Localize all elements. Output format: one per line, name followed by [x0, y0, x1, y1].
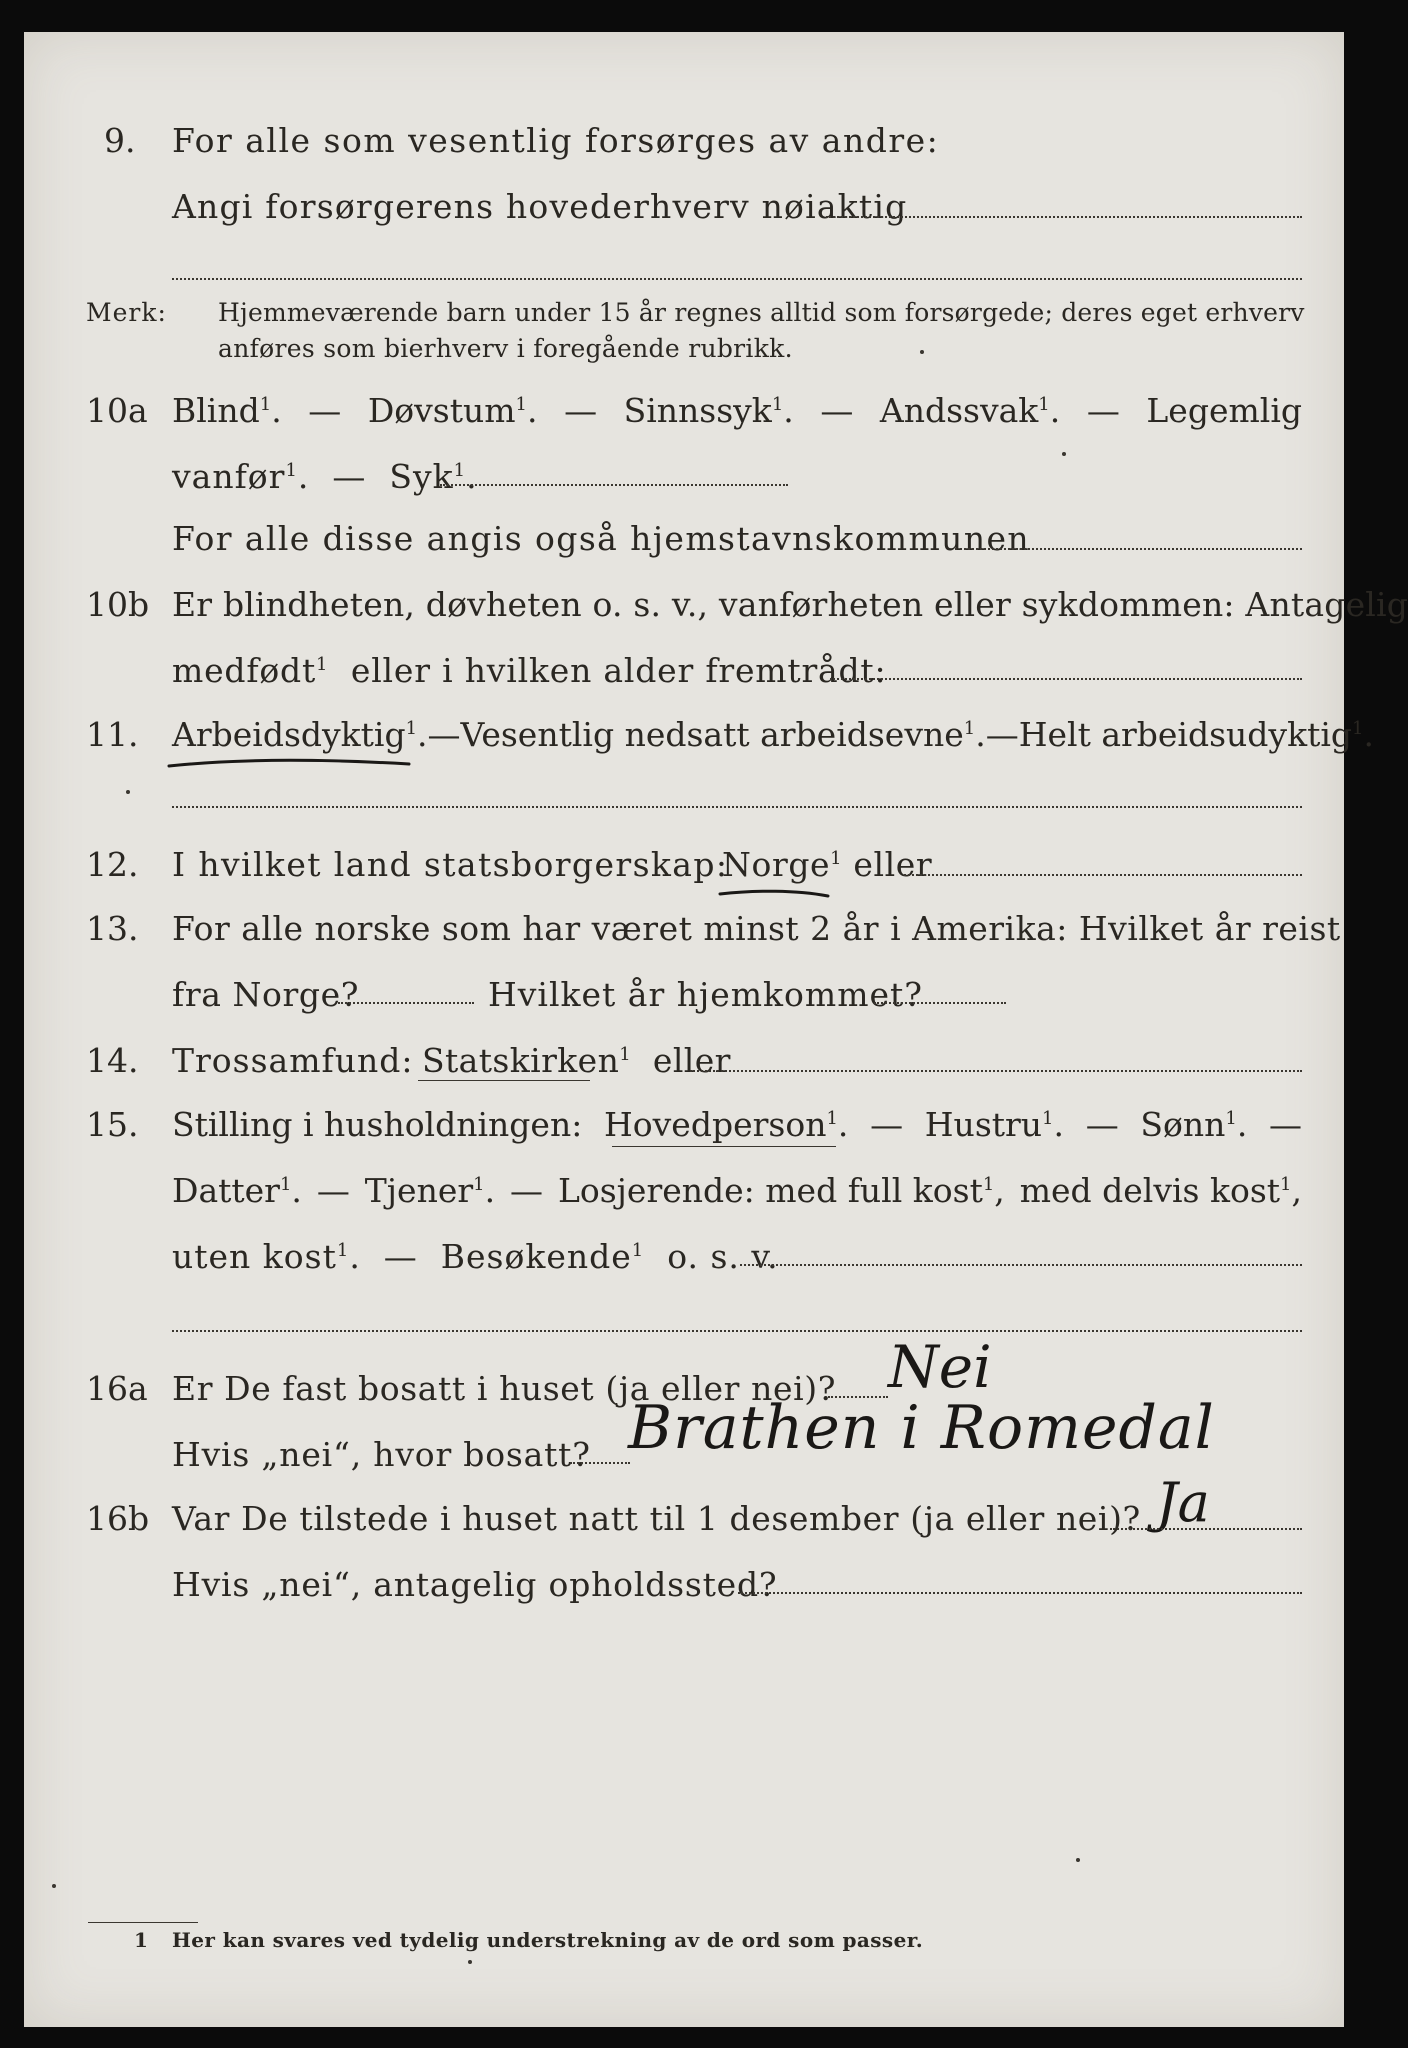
- question-11-line: Arbeidsdyktig$^1$. — Vesentlig nedsatt arbeidsevne$^1$. — Helt arbeidsudyktig$^1$.: [172, 715, 1374, 754]
- option-hustru: Hustru: [924, 1105, 1043, 1144]
- option-uten-kost: uten kost: [172, 1237, 337, 1276]
- question-13-fra-norge: fra Norge?: [172, 975, 360, 1014]
- question-16a-line1: Er De fast bosatt i huset (ja eller nei)?: [172, 1369, 836, 1408]
- paper-speck: [126, 790, 130, 794]
- question-16b-answer-line1: [1110, 1528, 1302, 1530]
- handwritten-answer-bosatt: Brathen i Romedal: [628, 1393, 1215, 1463]
- form-paper: [24, 32, 1374, 2027]
- question-16a-answer-line2: [570, 1462, 630, 1464]
- option-losjerende: Losjerende: med full kost: [557, 1171, 983, 1210]
- question-12-options: Norge$^1$ eller: [722, 845, 933, 884]
- question-10b-answer-line: [830, 678, 1302, 680]
- option-hovedperson: Hovedperson: [604, 1105, 827, 1144]
- paper-speck: [1076, 1858, 1080, 1862]
- question-16b-number: 16b: [86, 1499, 150, 1538]
- question-9-line1: For alle som vesentlig forsørges av andre:: [172, 121, 940, 160]
- paper-speck: [920, 350, 924, 354]
- option-sonn: Sønn: [1140, 1105, 1226, 1144]
- paper-speck: [52, 1884, 56, 1888]
- question-9-number: 9.: [104, 121, 136, 160]
- option-arbeidsdyktig: Arbeidsdyktig: [172, 715, 406, 754]
- question-13-line1: For alle norske som har været minst 2 år i Amerika: Hvilket år reist: [172, 909, 1341, 948]
- option-vanfor: vanfør: [172, 457, 286, 496]
- question-10a-answer-line: [440, 484, 788, 486]
- option-sinnssyk: Sinnssyk: [623, 391, 772, 430]
- footnote-rule: [88, 1922, 198, 1923]
- underline-hovedperson: [612, 1146, 836, 1147]
- underline-arbeidsdyktig: [165, 752, 415, 776]
- option-dovstum: Døvstum: [367, 391, 516, 430]
- question-15-line1: Stilling i husholdningen: Hovedperson$^1$. — Hustru$^1$. — Sønn$^1$. —: [172, 1105, 1302, 1144]
- question-16b-line1: Var De tilstede i huset natt til 1 desember (ja eller nei)?: [172, 1499, 1141, 1538]
- question-13-number: 13.: [86, 909, 139, 948]
- question-10a-number: 10a: [86, 391, 148, 430]
- option-medfodt: medfødt: [172, 651, 317, 690]
- question-15-answer-line: [740, 1264, 1302, 1266]
- question-16b-line2: Hvis „nei“, antagelig opholdssted?: [172, 1565, 778, 1604]
- question-10b-line1: Er blindheten, døvheten o. s. v., vanførheten eller sykdommen: Antagelig: [172, 585, 1408, 624]
- question-12-text: I hvilket land statsborgerskap:: [172, 845, 729, 884]
- option-blind: Blind: [172, 391, 260, 430]
- question-16b-answer-line2: [738, 1592, 1302, 1594]
- option-nedsatt: Vesentlig nedsatt arbeidsevne: [460, 715, 964, 754]
- option-udyktig: Helt arbeidsudyktig: [1018, 715, 1353, 754]
- option-datter: Datter: [172, 1171, 280, 1210]
- question-9-answer-line: [826, 216, 1302, 218]
- question-16a-line2: Hvis „nei“, hvor bosatt?: [172, 1435, 591, 1474]
- question-15-extra-line: [172, 1330, 1302, 1332]
- handwritten-answer-nei: Nei: [888, 1333, 992, 1401]
- question-15-line2: Datter$^1$. — Tjener$^1$. — Losjerende: med full kost$^1$, med delvis kost$^1$,: [172, 1171, 1302, 1210]
- question-10b-number: 10b: [86, 585, 150, 624]
- underline-statskirken: [418, 1080, 590, 1081]
- option-andssvak: Andssvak: [879, 391, 1039, 430]
- question-10a-line1: Blind$^1$. — Døvstum$^1$. — Sinnssyk$^1$. — Andssvak$^1$. — Legemlig: [172, 391, 1302, 430]
- question-15-number: 15.: [86, 1105, 139, 1144]
- question-13-fra-line: [338, 1002, 474, 1004]
- question-14-options: Statskirken$^1$ eller: [422, 1041, 731, 1080]
- question-15-stilling: Stilling i husholdningen:: [172, 1105, 583, 1144]
- note-line2: anføres som bierhverv i foregående rubrikk.: [218, 334, 793, 363]
- question-15-line3: uten kost$^1$. — Besøkende$^1$ o. s. v.: [172, 1237, 779, 1276]
- question-13-hjem-line: [874, 1002, 1006, 1004]
- underline-norge: [716, 882, 832, 904]
- paper-speck: [468, 1960, 472, 1964]
- question-14-number: 14.: [86, 1041, 139, 1080]
- question-11-number: 11.: [86, 715, 139, 754]
- question-10b-line2: medfødt$^1$ eller i hvilken alder fremtrådt:: [172, 651, 887, 690]
- option-delvis-kost: med delvis kost: [1019, 1171, 1281, 1210]
- option-legemlig: Legemlig: [1146, 391, 1302, 430]
- question-10a-hjemstavn-line: [955, 548, 1302, 550]
- footnote-mark: 1: [134, 1928, 148, 1952]
- note-label: Merk:: [86, 298, 167, 327]
- handwritten-answer-ja: Ja: [1156, 1471, 1210, 1534]
- question-10a-line3: For alle disse angis også hjemstavnskommunen: [172, 519, 1031, 558]
- question-9-extra-line: [172, 278, 1302, 280]
- note-line1: Hjemmeværende barn under 15 år regnes alltid som forsørgede; deres eget erhverv: [218, 298, 1305, 327]
- question-12-answer-line: [904, 874, 1302, 876]
- question-9-line2: Angi forsørgerens hovederhverv nøiaktig: [172, 187, 908, 226]
- option-tjener: Tjener: [364, 1171, 474, 1210]
- question-10a-line2: vanfør$^1$. — Syk$^1$.: [172, 457, 478, 496]
- option-besokende: Besøkende: [440, 1237, 632, 1276]
- option-syk: Syk: [389, 457, 454, 496]
- question-11-extra-line: [172, 806, 1302, 808]
- option-norge: Norge: [722, 845, 831, 884]
- paper-speck: [1062, 452, 1066, 456]
- question-14-answer-line: [690, 1070, 1302, 1072]
- question-16a-number: 16a: [86, 1369, 148, 1408]
- question-14-text: Trossamfund:: [172, 1041, 414, 1080]
- option-statskirken: Statskirken: [422, 1041, 620, 1080]
- question-13-hjemkommet: Hvilket år hjemkommet?: [488, 975, 923, 1014]
- question-12-number: 12.: [86, 845, 139, 884]
- footnote-text: Her kan svares ved tydelig understrekning av de ord som passer.: [172, 1928, 924, 1952]
